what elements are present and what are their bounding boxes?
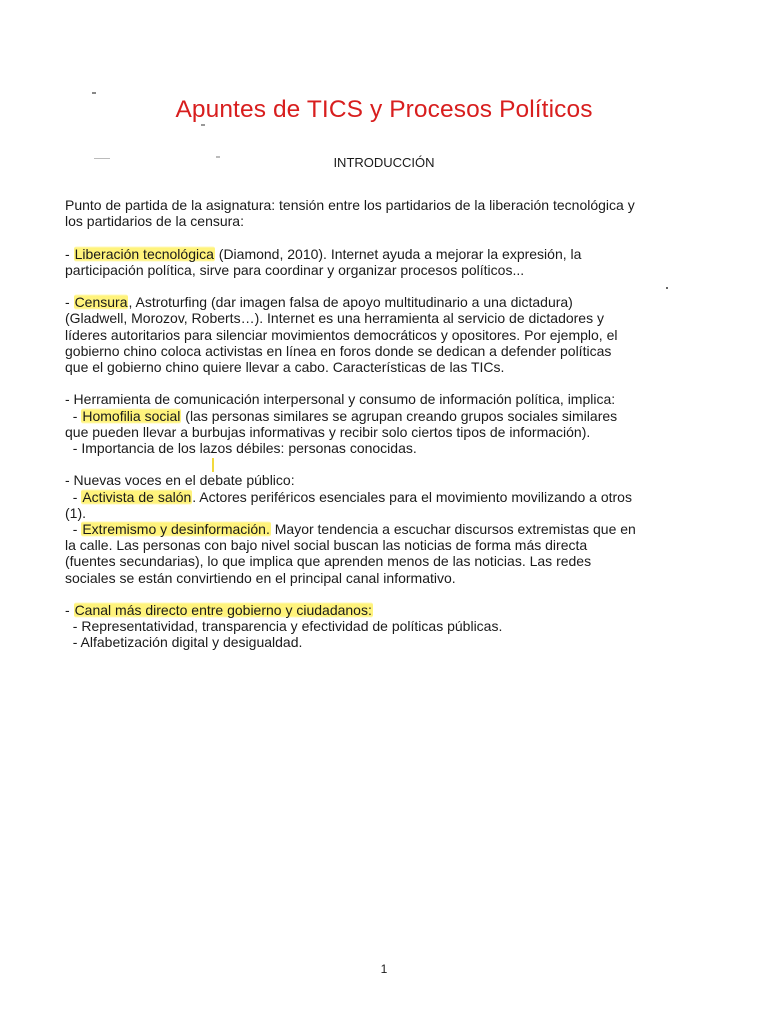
text-line: - Liberación tecnológica (Diamond, 2010). Internet ayuda a mejorar la expresión, la <box>65 245 582 262</box>
text-line: que el gobierno chino quiere llevar a cabo. Características de las TICs. <box>65 359 505 375</box>
text-line: (Gladwell, Morozov, Roberts…). Internet es una herramienta al servicio de dictadores y <box>65 310 604 327</box>
section-heading: INTRODUCCIÓN <box>333 155 435 170</box>
text-line: - Herramienta de comunicación interpersonal y consumo de información política, implica: <box>65 391 616 408</box>
text-line: - Canal más directo entre gobierno y ciudadanos: <box>65 602 372 618</box>
text-line: - Nuevas voces en el debate público: <box>65 472 295 489</box>
paragraph-herramienta <box>65 391 705 456</box>
text-line: sociales se están convirtiendo en el principal canal informativo. <box>65 569 456 586</box>
scan-speck <box>92 92 96 94</box>
highlighted-term: Activista de salón <box>82 488 192 505</box>
highlighted-term: Extremismo y desinformación. <box>82 521 270 537</box>
text-line: - Homofilia social (las personas similares se agrupan creando grupos sociales similares <box>65 407 618 424</box>
text-line: los partidarios de la censura: <box>65 213 244 230</box>
highlighted-term: Liberación tecnológica <box>74 245 214 262</box>
text-line: que pueden llevar a burbujas informativas y recibir solo ciertos tipos de información). <box>65 423 591 440</box>
text-line: la calle. Las personas con bajo nivel social buscan las noticias de forma más directa <box>65 537 588 554</box>
highlighted-term: Homofilia social <box>82 407 181 424</box>
text-line: - Alfabetización digital y desigualdad. <box>65 634 303 651</box>
text-line: participación política, sirve para coordinar y organizar procesos políticos... <box>65 261 525 278</box>
paragraph-canal <box>65 602 705 651</box>
paragraph-liberacion <box>65 246 705 278</box>
text-line: - Representatividad, transparencia y efectividad de políticas públicas. <box>65 618 503 635</box>
page-number: 1 <box>380 962 388 976</box>
text-line: (1). <box>65 504 86 521</box>
document-title: Apuntes de TICS y Procesos Políticos <box>175 96 593 123</box>
text-line: Punto de partida de la asignatura: tensión entre los partidarios de la liberación tecnológica y <box>65 197 635 213</box>
paragraph-intro <box>65 197 705 229</box>
scan-speck <box>201 124 205 126</box>
paragraph-censura <box>65 294 705 375</box>
text-line: - Activista de salón. Actores periféricos esenciales para el movimiento movilizando a otros <box>65 488 632 505</box>
highlighted-term: Canal más directo entre gobierno y ciudadanos: <box>74 602 372 618</box>
text-line: líderes autoritarios para silenciar movimientos democráticos y opositores. Por ejemplo, el <box>65 326 618 343</box>
paragraph-nuevas-voces <box>65 472 705 585</box>
text-line: (fuentes secundarias), lo que implica que aprenden menos de las noticias. Las redes <box>65 553 592 570</box>
document-body <box>65 197 705 667</box>
text-line: gobierno chino coloca activistas en línea en foros donde se dedican a defender políticas <box>65 342 612 359</box>
text-line: - Importancia de los lazos débiles: personas conocidas. <box>65 440 417 456</box>
text-line: - Censura, Astroturfing (dar imagen falsa de apoyo multitudinario a una dictadura) <box>65 294 573 311</box>
text-line: - Extremismo y desinformación. Mayor tendencia a escuchar discursos extremistas que en <box>65 521 636 537</box>
highlighted-term: Censura <box>74 294 128 311</box>
